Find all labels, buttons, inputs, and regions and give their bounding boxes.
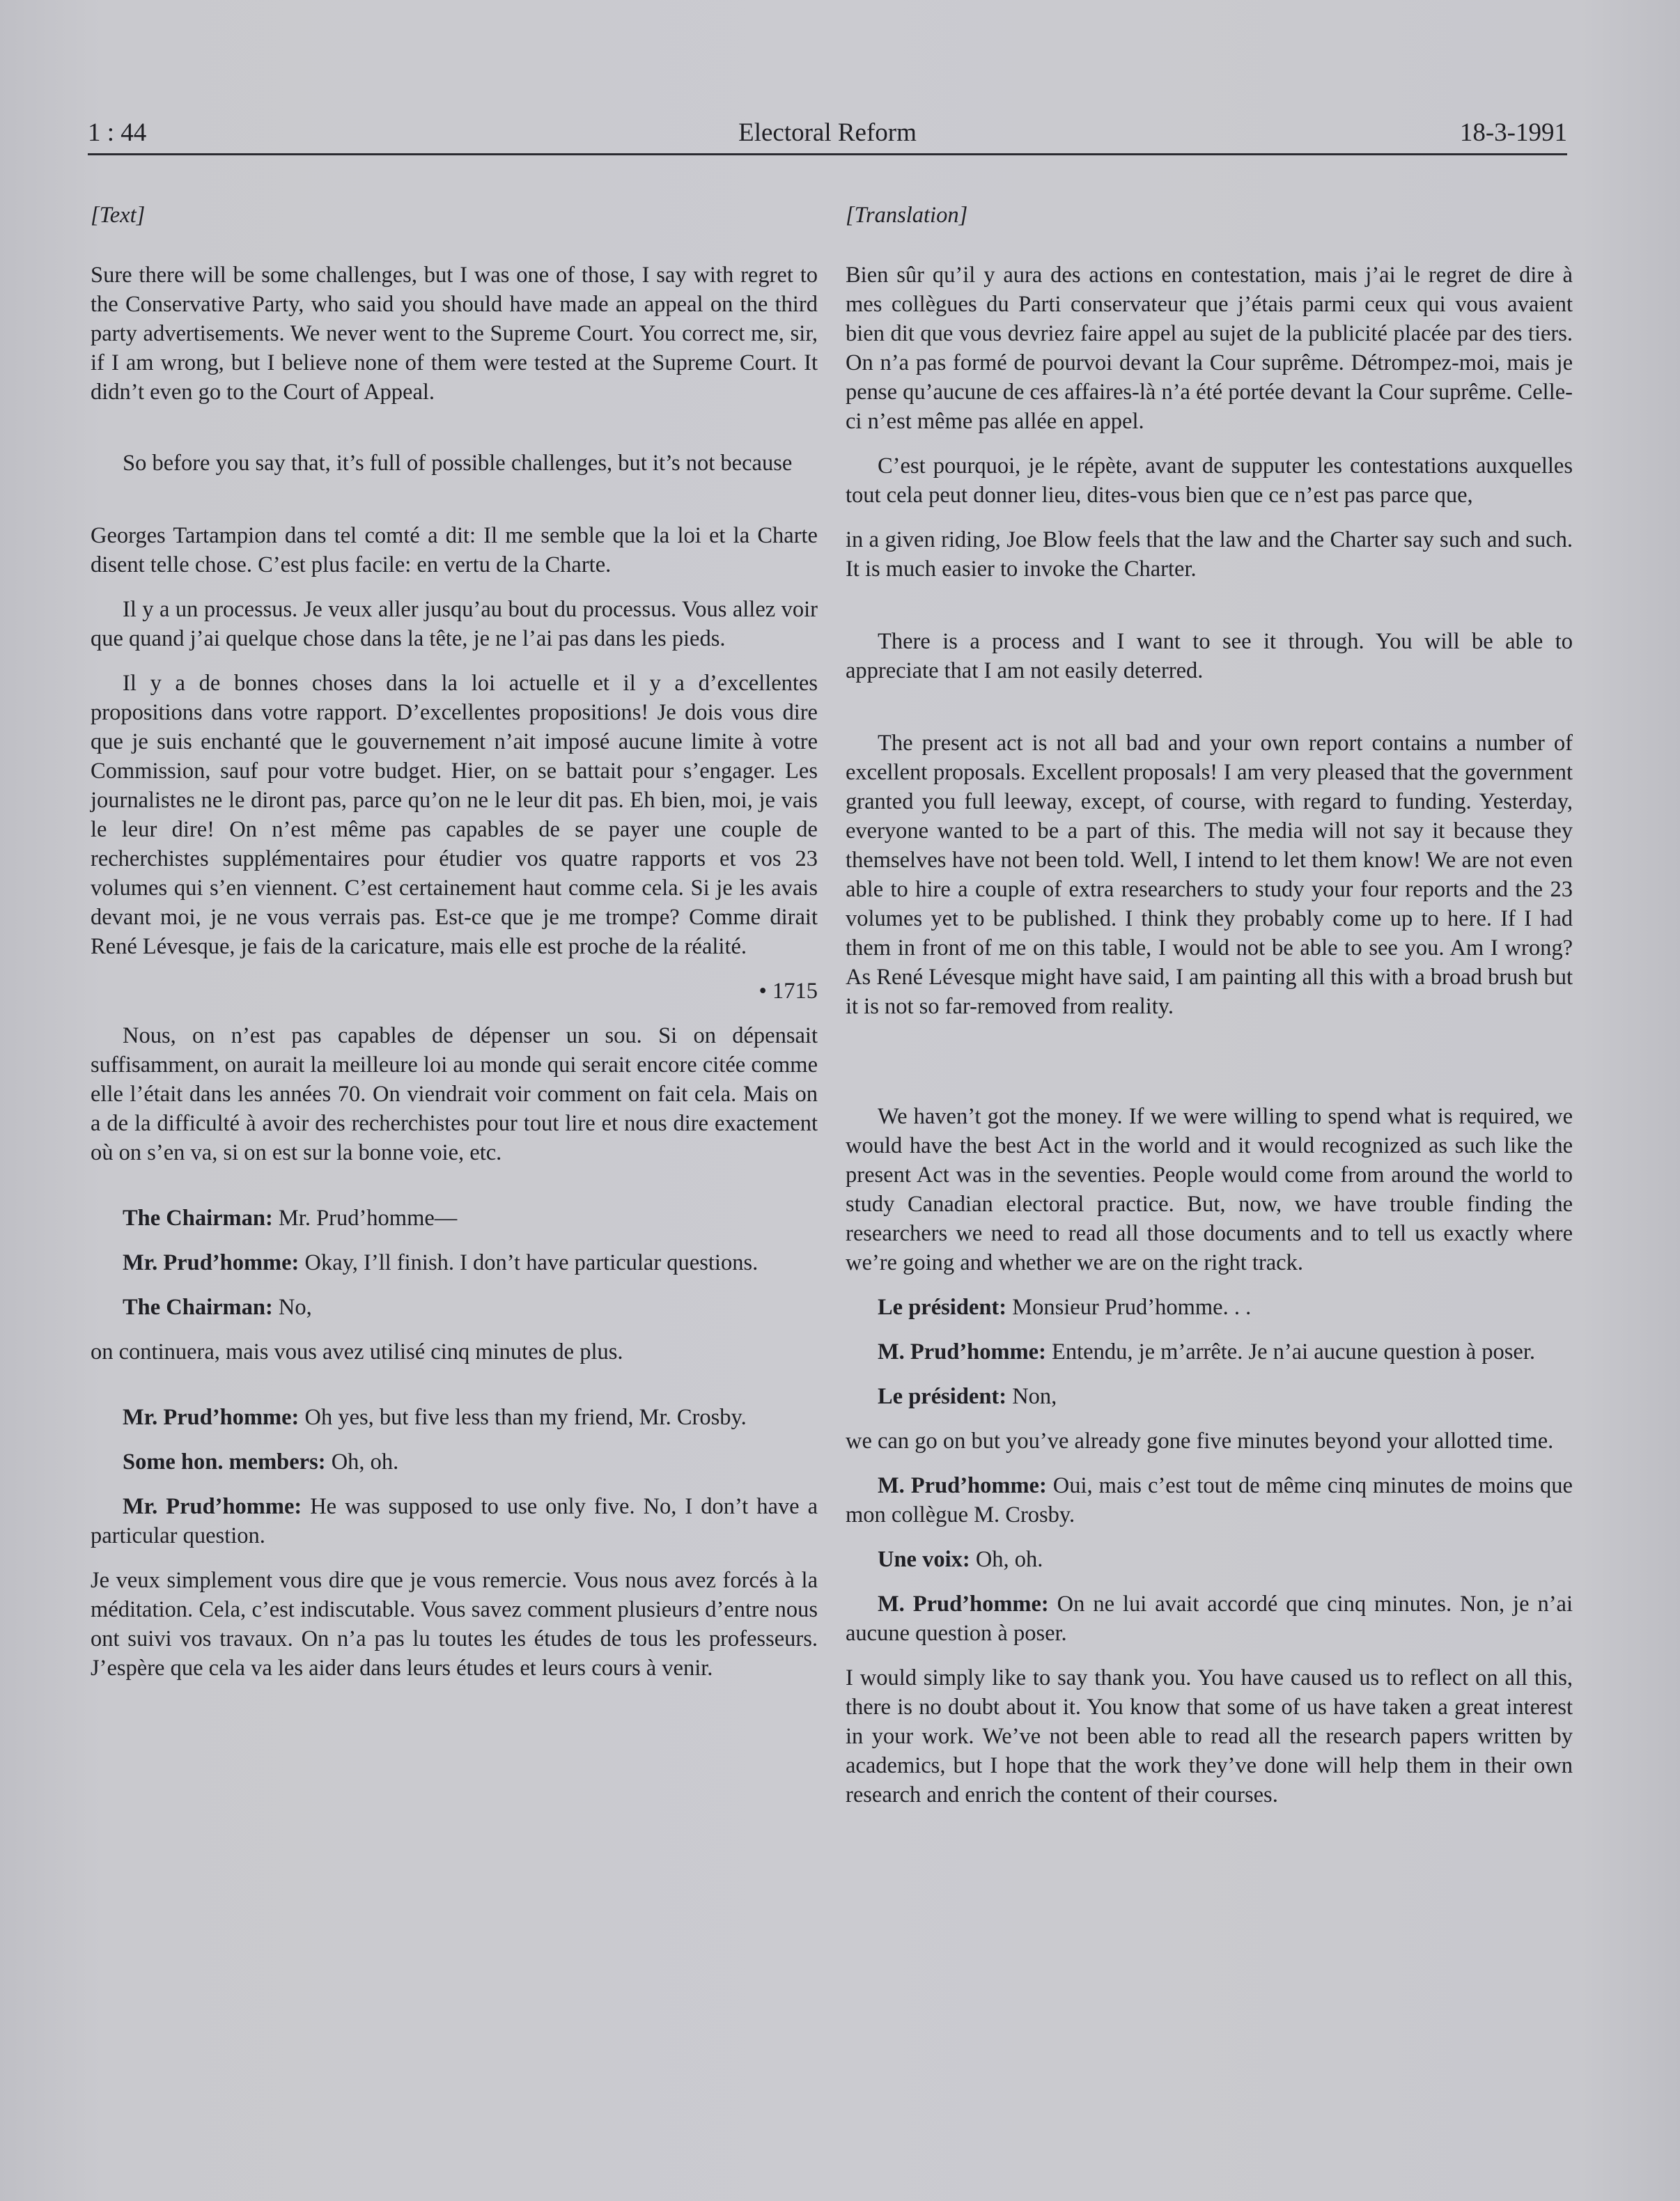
header-date: 18-3-1991	[1459, 118, 1567, 147]
time-stamp: • 1715	[759, 979, 818, 1004]
paragraph: I would simply like to say thank you. You have caused us to reflect on all this, there is no doubt about it. You know that some of us have taken a great interest in your work. We’ve not been able to read all the research papers written by academics, but I hope that the work they’ve done will help them in their own research and enrich the content of their courses.	[846, 1665, 1573, 1807]
speaker-name: M. Prud’homme:	[878, 1473, 1047, 1498]
paragraph: Sure there will be some challenges, but I was one of those, I say with regret to the Conservative Party, who said you should have made an appeal on the third party advertisements. We never went to the Supreme Court. You correct me, sir, if I am wrong, but I believe none of them were tested at the Supreme Court. It didn’t even go to the Court of Appeal.	[91, 263, 818, 405]
speaker-line: M. Prud’homme: On ne lui avait accordé que cinq minutes. Non, je n’ai aucune question à poser.	[846, 1592, 1573, 1646]
paragraph: The present act is not all bad and your own report contains a number of excellent proposals. Excellent proposals! I am very pleased that the government granted you full leeway, except, of course, with regard to funding. Yesterday, everyone wanted to be a part of this. The media will not say it because they themselves have not been told. Well, I intend to let them know! We are not even able to hire a couple of extra researchers to study your four reports and the 23 volumes yet to be published. I think they probably come up to here. If I had them in front of me on this table, I would not be able to see you. Am I wrong? As René Lévesque might have said, I am painting all this with a broad brush but it is not so far-removed from reality.	[846, 731, 1573, 1019]
column-label: [Text]	[91, 203, 146, 228]
paragraph: Georges Tartampion dans tel comté a dit: Il me semble que la loi et la Charte disent telle chose. C’est plus facile: en vertu de la Charte.	[91, 523, 818, 577]
speaker-line: Une voix: Oh, oh.	[878, 1547, 1043, 1572]
paragraph: in a given riding, Joe Blow feels that the law and the Charter say such and such. It is much easier to invoke the Charter.	[846, 527, 1573, 582]
paragraph: Il y a un processus. Je veux aller jusqu’au bout du processus. Vous allez voir que quand j’ai quelque chose dans la tête, je ne l’ai pas dans les pieds.	[91, 597, 818, 651]
paragraph: Nous, on n’est pas capables de dépenser un sou. Si on dépensait suffisamment, on aurait la meilleure loi au monde qui serait encore citée comme elle l’était dans les années 70. On viendrait voir comment on fait cela. Mais on a de la difficulté à avoir des recherchistes pour tout lire et nous dire exactement où on s’en va, si on est sur la bonne voie, etc.	[91, 1023, 818, 1165]
speaker-line: M. Prud’homme: Entendu, je m’arrête. Je n’ai aucune question à poser.	[878, 1339, 1536, 1364]
paragraph: We haven’t got the money. If we were willing to spend what is required, we would have the best Act in the world and it would recognized as such like the present Act was in the seventies. People would come from around the world to study Canadian electoral practice. But, now, we have trouble finding the researchers we need to read all those documents and to tell us exactly where we’re going and whether we are on the right track.	[846, 1104, 1573, 1275]
paragraph: So before you say that, it’s full of possible challenges, but it’s not because	[123, 451, 793, 476]
speaker-name: The Chairman:	[123, 1206, 273, 1231]
column-label: [Translation]	[846, 203, 968, 228]
paragraph: C’est pourquoi, je le répète, avant de supputer les contestations auxquelles tout cela peut donner lieu, dites-vous bien que ce n’est pas parce que,	[846, 453, 1573, 508]
speaker-name: Mr. Prud’homme:	[123, 1250, 300, 1275]
speaker-name: Mr. Prud’homme:	[123, 1405, 300, 1430]
speaker-line: Le président: Monsieur Prud’homme. . .	[878, 1295, 1252, 1320]
speaker-name: M. Prud’homme:	[878, 1339, 1046, 1364]
speaker-line: M. Prud’homme: Oui, mais c’est tout de même cinq minutes de moins que mon collègue M. Crosby.	[846, 1473, 1573, 1527]
paragraph: on continuera, mais vous avez utilisé cinq minutes de plus.	[91, 1339, 623, 1364]
paragraph: Je veux simplement vous dire que je vous remercie. Vous nous avez forcés à la méditation. Cela, c’est indiscutable. Vous savez comment plusieurs d’entre nous ont suivi vos travaux. On n’a pas lu toutes les études de tous les professeurs. J’espère que cela va les aider dans leurs études et leurs cours à venir.	[91, 1568, 818, 1681]
header-title: Electoral Reform	[738, 118, 917, 147]
left-column	[91, 201, 818, 1705]
speaker-line: Mr. Prud’homme: Okay, I’ll finish. I don’t have particular questions.	[123, 1250, 759, 1275]
speaker-line: The Chairman: Mr. Prud’homme—	[123, 1206, 458, 1231]
paragraph: we can go on but you’ve already gone five minutes beyond your allotted time.	[846, 1429, 1554, 1454]
speaker-name: Une voix:	[878, 1547, 970, 1572]
speaker-name: Some hon. members:	[123, 1449, 326, 1475]
speaker-line: Mr. Prud’homme: He was supposed to use only five. No, I don’t have a particular question.	[91, 1494, 818, 1548]
speaker-name: Le président:	[878, 1295, 1007, 1320]
speaker-name: Mr. Prud’homme:	[123, 1494, 302, 1519]
paragraph: Bien sûr qu’il y aura des actions en contestation, mais j’ai le regret de dire à mes collègues du Parti conservateur que j’étais parmi ceux qui vous avaient bien dit que vous devriez faire appel au sujet de la publicité placée par des tiers. On n’a pas formé de pourvoi devant la Cour suprême. Détrompez-moi, mais je pense qu’aucune de ces affaires-là n’a été portée devant la Cour suprême. Celle-ci n’est même pas allée en appel.	[846, 263, 1573, 434]
speaker-line: Le président: Non,	[878, 1384, 1057, 1409]
speaker-line: Some hon. members: Oh, oh.	[123, 1449, 399, 1475]
running-header	[88, 118, 1567, 155]
speaker-name: M. Prud’homme:	[878, 1592, 1049, 1617]
page-number: 1 : 44	[88, 118, 147, 147]
speaker-line: Mr. Prud’homme: Oh yes, but five less than my friend, Mr. Crosby.	[123, 1405, 747, 1430]
speaker-name: The Chairman:	[123, 1295, 273, 1320]
paragraph: There is a process and I want to see it through. You will be able to appreciate that I am not easily deterred.	[846, 629, 1573, 683]
paragraph: Il y a de bonnes choses dans la loi actuelle et il y a d’excellentes propositions dans votre rapport. D’excellentes propositions! Je dois vous dire que je suis enchanté que le gouvernement n’ait imposé aucune limite à votre Commission, sauf pour votre budget. Hier, on se battait pour s’engager. Les journalistes ne le diront pas, parce qu’on ne le leur dit pas. Eh bien, moi, je vais le leur dire! On n’est même pas capables de se payer une couple de recherchistes supplémentaires pour étudier vos quatre rapports et vos 23 volumes qui s’en viennent. C’est certainement haut comme cela. Si je les avais devant moi, je ne vous verrais pas. Est-ce que je me trompe? Comme dirait René Lévesque, je fais de la caricature, mais elle est proche de la réalité.	[91, 671, 818, 959]
speaker-line: The Chairman: No,	[123, 1295, 312, 1320]
right-column	[846, 201, 1573, 1832]
speaker-name: Le président:	[878, 1384, 1007, 1409]
